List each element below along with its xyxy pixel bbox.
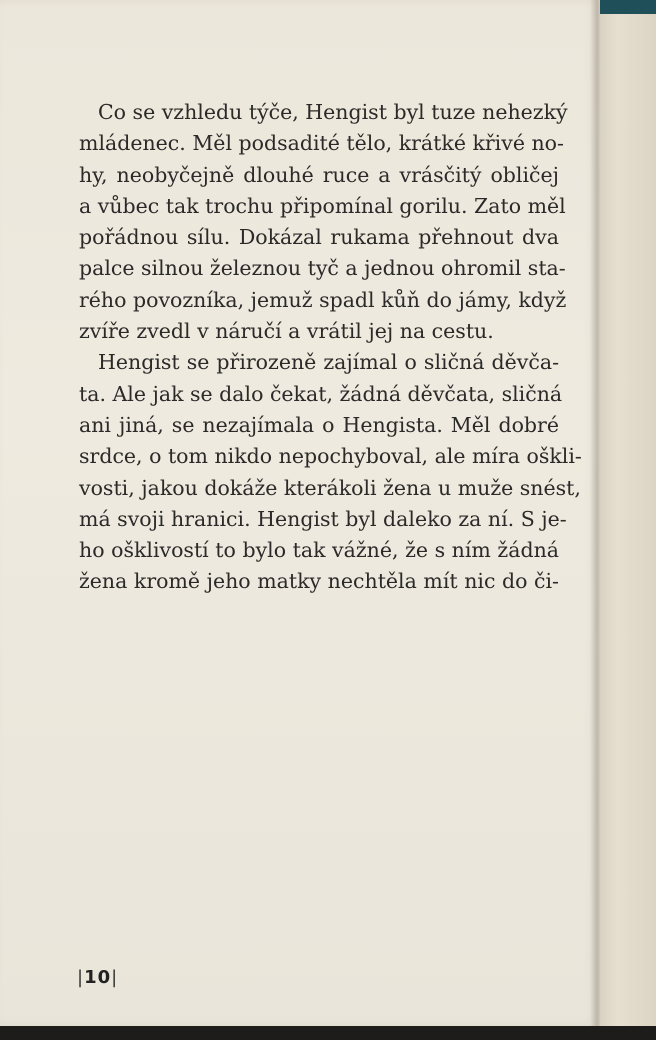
cover-edge — [600, 0, 656, 14]
text-line: ho ošklivostí to bylo tak vážné, že s ním žádná — [79, 538, 559, 563]
paragraph-2 — [79, 347, 582, 597]
text-line: Co se vzhledu týče, Hengist byl tuze nehezký — [98, 100, 568, 124]
text-line: hy, neobyčejně dlouhé ruce a vrásčitý obličej — [79, 162, 559, 187]
text-line: ta. Ale jak se dalo čekat, žádná děvčata, sličná — [79, 381, 563, 406]
text-line: Hengist se přirozeně zajímal o sličná děvča- — [98, 350, 559, 375]
scan-bottom-edge — [0, 1026, 656, 1040]
page-number — [77, 967, 118, 988]
text-line: vosti, jakou dokáže kterákoli žena u muže snést, — [79, 475, 581, 500]
text-line: rého povozníka, jemuž spadl kůň do jámy, když — [79, 287, 567, 312]
folio-bar-left: | — [77, 967, 85, 988]
text-line: a vůbec tak trochu připomínal gorilu. Zato měl — [79, 193, 566, 218]
body-text — [79, 97, 582, 598]
adjacent-page-edge — [600, 0, 656, 1026]
text-line: má svoji hranici. Hengist byl daleko za ní. S je- — [79, 506, 567, 531]
paragraph-1 — [79, 97, 568, 347]
text-line: ani jiná, se nezajímala o Hengista. Měl dobré — [79, 412, 559, 437]
text-line: palce silnou železnou tyč a jednou ohromil sta- — [79, 256, 566, 281]
text-line: srdce, o tom nikdo nepochyboval, ale míra oškli- — [79, 444, 582, 469]
text-line: zvíře zvedl v náručí a vrátil jej na cestu. — [79, 319, 494, 344]
page-number-value: 10 — [84, 967, 112, 988]
text-line: žena kromě jeho matky nechtěla mít nic do či- — [79, 569, 559, 594]
folio-bar-right: | — [111, 967, 119, 988]
text-line: mládenec. Měl podsadité tělo, krátké křivé no- — [79, 131, 564, 156]
text-line: pořádnou sílu. Dokázal rukama přehnout dva — [79, 225, 559, 250]
